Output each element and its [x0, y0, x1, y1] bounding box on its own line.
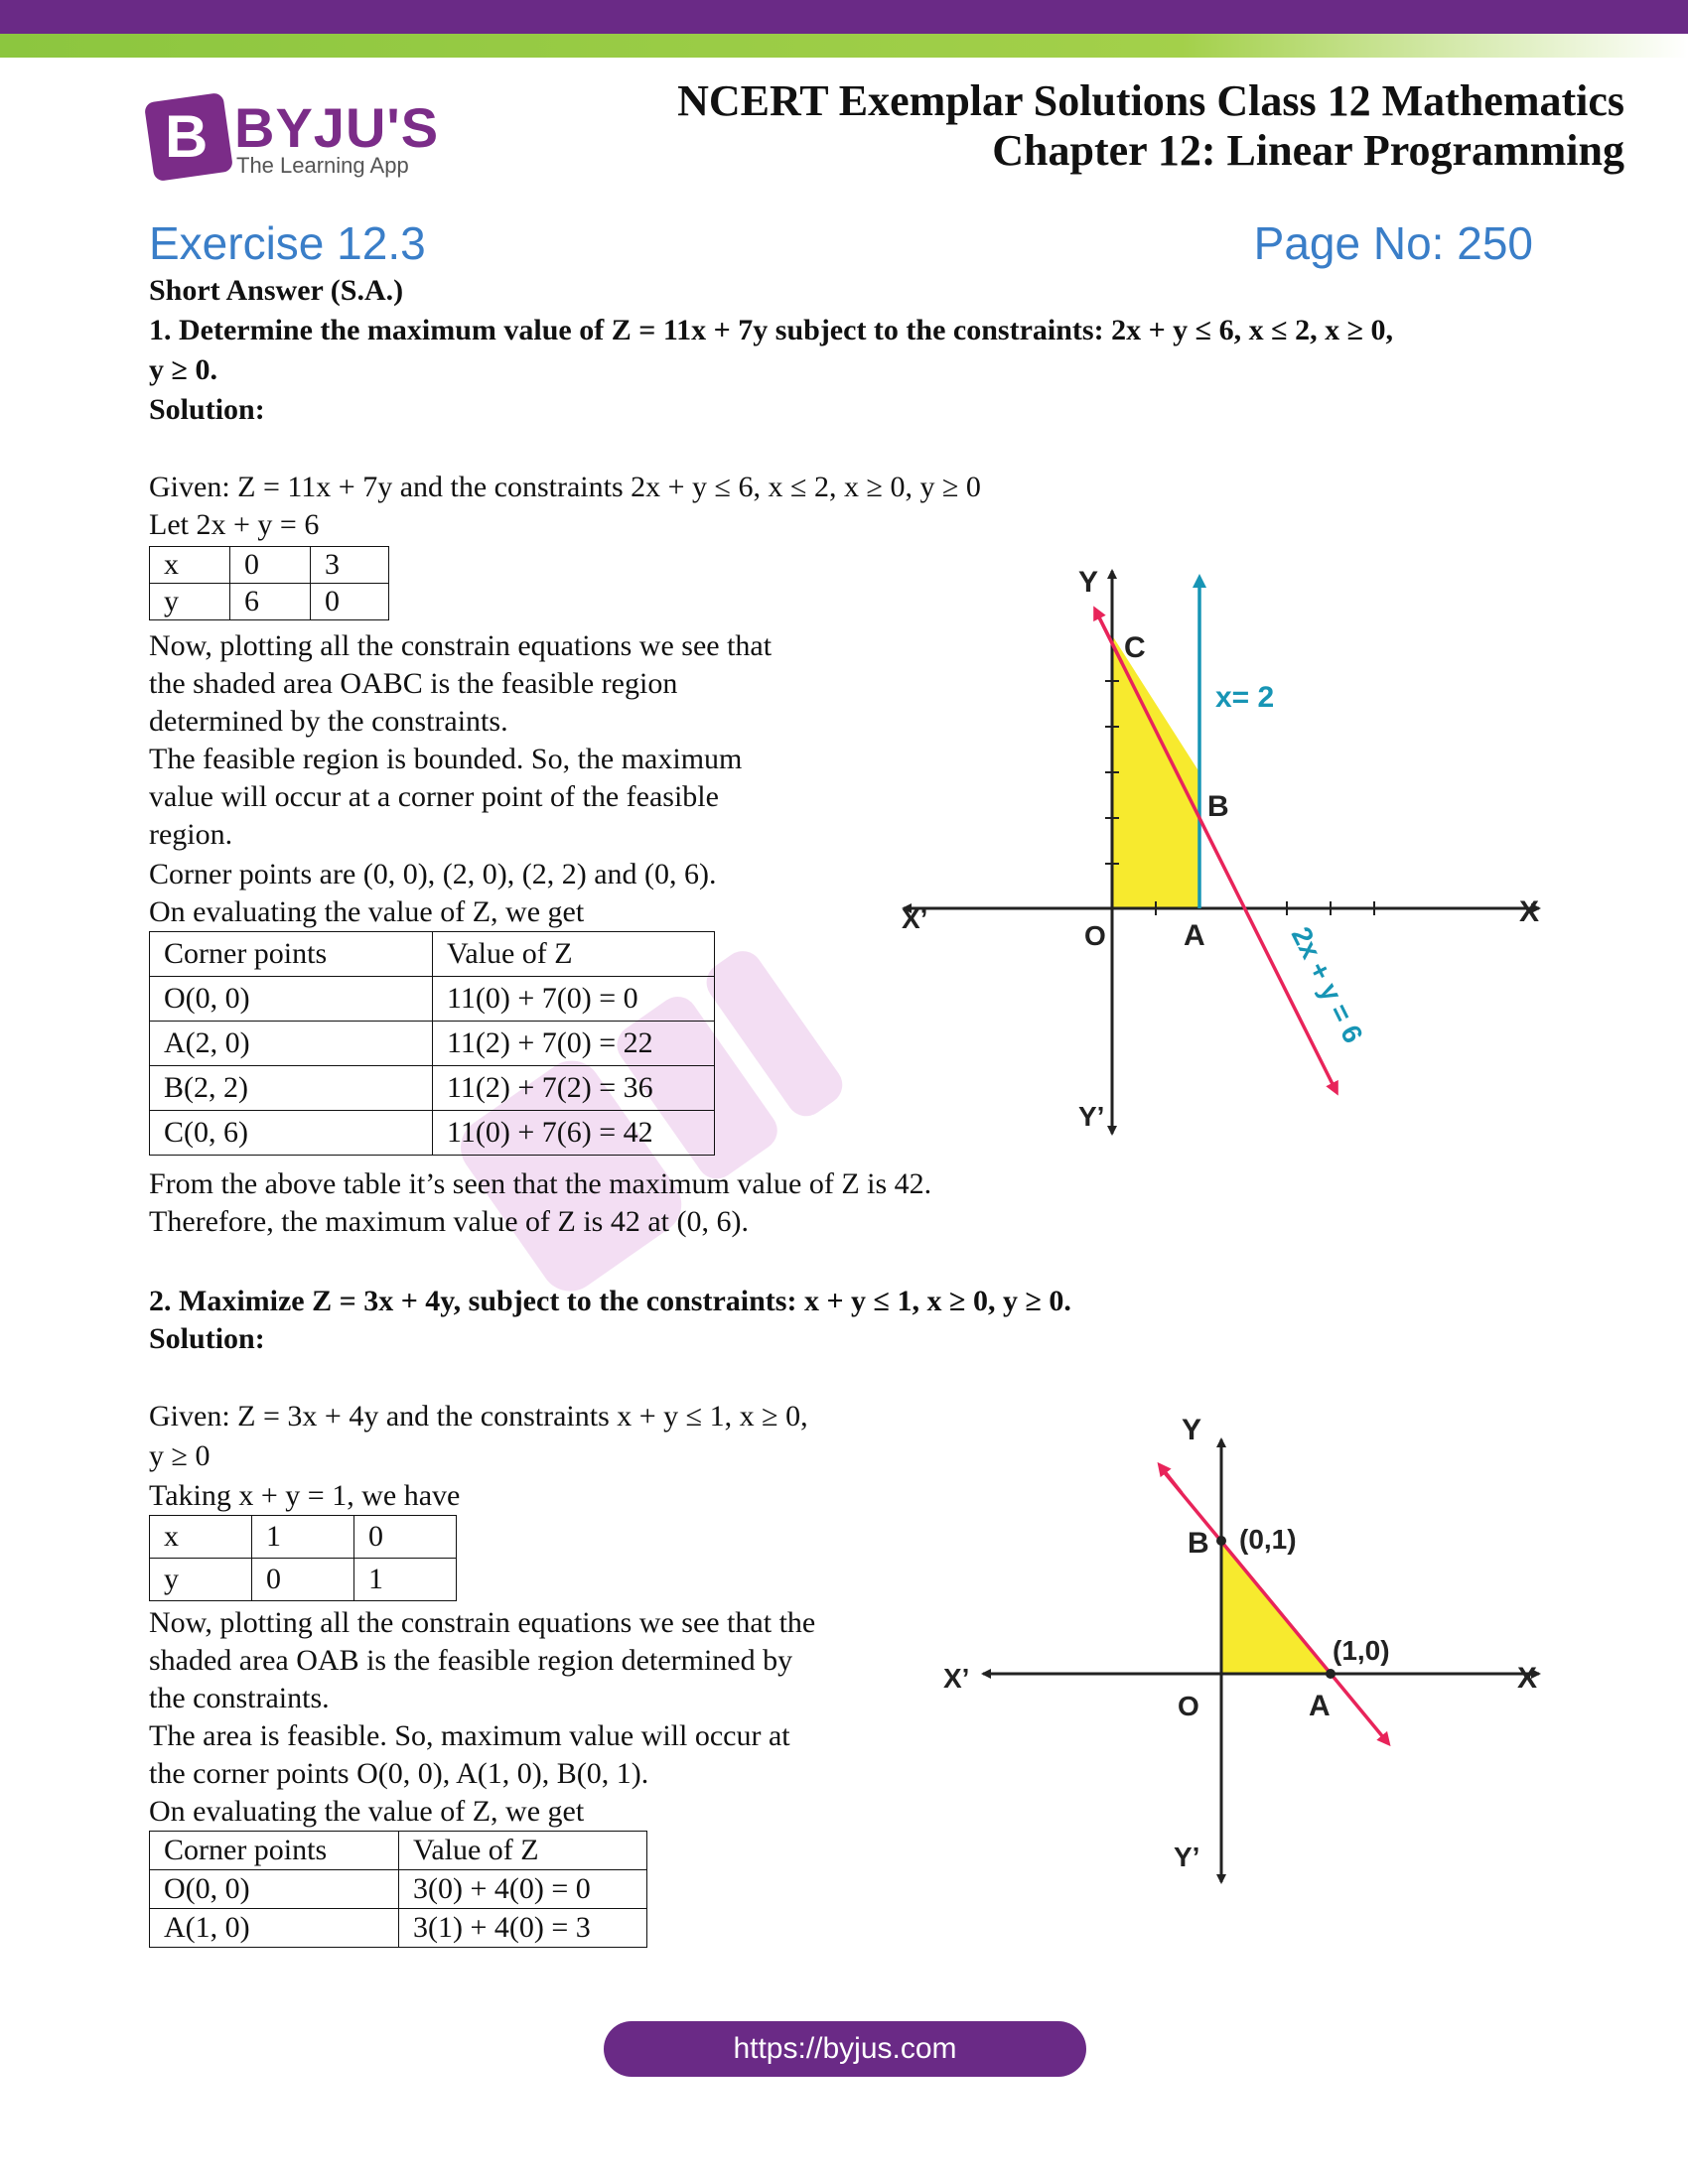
- q1-corner-table: [149, 931, 715, 1156]
- graph-label-a: A: [1309, 1690, 1331, 1722]
- logo-name: BYJU'S: [234, 96, 440, 159]
- header-stripe-purple: [0, 0, 1688, 34]
- document-title-line1: NCERT Exemplar Solutions Class 12 Mathematics: [677, 76, 1624, 125]
- q2-para-line: The area is feasible. So, maximum value will occur at: [149, 1719, 790, 1752]
- q1-question-line2: y ≥ 0.: [149, 353, 217, 386]
- table-row: [150, 1559, 457, 1601]
- point-b: [1216, 1536, 1226, 1546]
- graph-label-b: B: [1207, 790, 1229, 823]
- table-row: [150, 1870, 647, 1909]
- table-cell: O(0, 0): [150, 977, 433, 1022]
- table-cell: 3: [311, 547, 389, 584]
- line-2x-plus-y-arrow-up: [1095, 610, 1122, 663]
- logo-tagline: The Learning App: [236, 153, 409, 178]
- table-cell: 1: [354, 1559, 457, 1601]
- q1-para-line: region.: [149, 818, 233, 851]
- table-cell: A(1, 0): [150, 1909, 399, 1948]
- q2-para-line: Now, plotting all the constrain equations we see that the: [149, 1606, 816, 1639]
- table-cell: 3(1) + 4(0) = 3: [399, 1909, 647, 1948]
- q2-graph: [933, 1400, 1549, 1896]
- q1-para-line: Corner points are (0, 0), (2, 0), (2, 2) and (0, 6).: [149, 858, 717, 890]
- table-row: [150, 547, 389, 584]
- q2-para-line: On evaluating the value of Z, we get: [149, 1795, 585, 1828]
- q1-given: Given: Z = 11x + 7y and the constraints 2x + y ≤ 6, x ≤ 2, x ≥ 0, y ≥ 0: [149, 471, 981, 503]
- table-cell: B(2, 2): [150, 1066, 433, 1111]
- table-header-row: [150, 1832, 647, 1870]
- q1-conclusion-line2: Therefore, the maximum value of Z is 42 at (0, 6).: [149, 1205, 749, 1238]
- graph-label-x: X: [1519, 895, 1540, 928]
- q2-xy-table: [149, 1515, 457, 1601]
- q1-conclusion-line1: From the above table it’s seen that the maximum value of Z is 42.: [149, 1167, 932, 1200]
- graph-label-y: Y: [1182, 1414, 1202, 1446]
- table-cell: C(0, 6): [150, 1111, 433, 1156]
- page-number: Page No: 250: [1253, 217, 1533, 269]
- header-stripe-green: [0, 34, 1688, 58]
- q1-xy-table: [149, 546, 389, 620]
- table-row: [150, 977, 715, 1022]
- footer-url-link[interactable]: https://byjus.com: [733, 2032, 957, 2065]
- line-x-plus-y-arrow-up: [1160, 1465, 1182, 1493]
- q1-graph: [894, 556, 1549, 1152]
- table-row: [150, 584, 389, 620]
- table-cell: 11(0) + 7(0) = 0: [433, 977, 715, 1022]
- table-cell: O(0, 0): [150, 1870, 399, 1909]
- q2-given-line1: Given: Z = 3x + 4y and the constraints x + y ≤ 1, x ≥ 0,: [149, 1400, 808, 1433]
- table-cell: 0: [252, 1559, 354, 1601]
- table-header-cell: Value of Z: [399, 1832, 647, 1870]
- logo-letter: B: [165, 103, 209, 170]
- graph-label-c: C: [1124, 631, 1146, 664]
- q2-question: 2. Maximize Z = 3x + 4y, subject to the constraints: x + y ≤ 1, x ≥ 0, y ≥ 0.: [149, 1285, 1071, 1317]
- exercise-title: Exercise 12.3: [149, 217, 426, 269]
- graph-label-y: Y: [1078, 566, 1099, 599]
- graph-label-origin: O: [1178, 1691, 1199, 1721]
- table-header-cell: Value of Z: [433, 932, 715, 977]
- table-row: [150, 1066, 715, 1111]
- q1-let: Let 2x + y = 6: [149, 508, 320, 541]
- table-cell: 0: [230, 547, 311, 584]
- table-cell: A(2, 0): [150, 1022, 433, 1066]
- table-row: [150, 1516, 457, 1559]
- q1-para-line: determined by the constraints.: [149, 705, 508, 738]
- graph-label-a: A: [1184, 919, 1205, 952]
- q2-taking: Taking x + y = 1, we have: [149, 1479, 461, 1512]
- q1-para-line: On evaluating the value of Z, we get: [149, 895, 585, 928]
- graph-label-b: B: [1188, 1527, 1209, 1560]
- graph-label-2x-plus-y: 2x + y = 6: [1285, 921, 1369, 1048]
- table-row: [150, 1022, 715, 1066]
- q1-solution-label: Solution:: [149, 393, 265, 426]
- graph-label-a-coord: (1,0): [1333, 1635, 1390, 1666]
- q1-para-line: The feasible region is bounded. So, the maximum: [149, 743, 743, 775]
- table-cell: 0: [311, 584, 389, 620]
- graph-label-origin: O: [1084, 920, 1106, 951]
- table-cell: x: [150, 547, 230, 584]
- table-cell: x: [150, 1516, 252, 1559]
- table-header-row: [150, 932, 715, 977]
- graph-label-b-coord: (0,1): [1239, 1524, 1297, 1555]
- table-row: [150, 1111, 715, 1156]
- table-cell: 11(2) + 7(0) = 22: [433, 1022, 715, 1066]
- table-cell: 11(2) + 7(2) = 36: [433, 1066, 715, 1111]
- section-label: Short Answer (S.A.): [149, 274, 404, 307]
- q1-para-line: the shaded area OABC is the feasible region: [149, 667, 678, 700]
- table-cell: 11(0) + 7(6) = 42: [433, 1111, 715, 1156]
- graph-label-x: X: [1517, 1662, 1538, 1695]
- graph-label-y-neg: Y’: [1078, 1101, 1105, 1132]
- q2-para-line: the corner points O(0, 0), A(1, 0), B(0, 1).: [149, 1757, 649, 1790]
- graph-label-x-neg: X’: [902, 903, 928, 934]
- table-cell: y: [150, 584, 230, 620]
- point-a: [1326, 1669, 1336, 1679]
- q1-para-line: value will occur at a corner point of the feasible: [149, 780, 719, 813]
- table-cell: y: [150, 1559, 252, 1601]
- q2-para-line: shaded area OAB is the feasible region determined by: [149, 1644, 793, 1677]
- table-cell: 1: [252, 1516, 354, 1559]
- table-cell: 3(0) + 4(0) = 0: [399, 1870, 647, 1909]
- q1-question-line1: 1. Determine the maximum value of Z = 11x + 7y subject to the constraints: 2x + y ≤ 6, x ≤ 2, x ≥ 0,: [149, 314, 1394, 346]
- q2-para-line: the constraints.: [149, 1682, 330, 1714]
- graph-label-x-equals-2: x= 2: [1215, 681, 1275, 714]
- table-row: [150, 1909, 647, 1948]
- graph-label-y-neg: Y’: [1174, 1842, 1200, 1872]
- table-cell: 0: [354, 1516, 457, 1559]
- q1-para-line: Now, plotting all the constrain equations we see that: [149, 629, 773, 662]
- document-title-line2: Chapter 12: Linear Programming: [992, 126, 1624, 175]
- q2-solution-label: Solution:: [149, 1322, 265, 1355]
- table-cell: 6: [230, 584, 311, 620]
- feasible-region-oabc: [1112, 635, 1199, 908]
- table-header-cell: Corner points: [150, 932, 433, 977]
- table-header-cell: Corner points: [150, 1832, 399, 1870]
- graph-label-x-neg: X’: [943, 1663, 970, 1694]
- q2-corner-table: [149, 1831, 647, 1948]
- q2-given-line2: y ≥ 0: [149, 1439, 211, 1472]
